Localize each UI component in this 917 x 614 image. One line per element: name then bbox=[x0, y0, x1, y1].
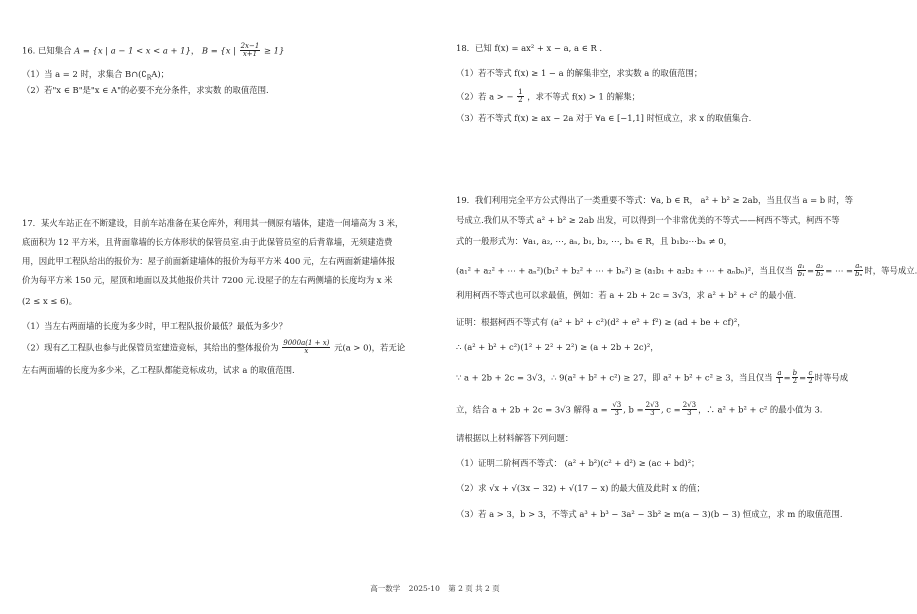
q19-line-5: 利用柯西不等式也可以求最值，例如：若 a + 2b + 2c = 3√3，求 a² + b² + c² 的最小值. bbox=[456, 290, 797, 300]
q19-line-4: (a₁² + a₂² + ⋯ + aₙ²)(b₁² + b₂² + ⋯ + bₙ²) ≥ (a₁b₁ + a₂b₂ + ⋯ + aₙbₙ)²，当且仅当 $\frac{\text{a₁}}{\text{b₁}}$ = $\frac{\text{a₂}}{\text{b₂}}$ = ⋯ = $\frac{\text{aₙ}}{\text{bₙ}}$ 时，等号成立. bbox=[456, 262, 917, 279]
q19-part3: （3）若 a > 3，b > 3，不等式 a³ + b³ − 3a² − 3b² ≥ m(a − 3)(b − 3) 恒成立，求 m 的取值范围. bbox=[456, 509, 843, 519]
q19-line-2: 号成立.我们从不等式 a² + b² ≥ 2ab 出发，可以得到一个非常优美的不等式——柯西不等式，柯西不等 bbox=[456, 215, 840, 225]
q18-part1: （1）若不等式 f(x) ≥ 1 − a 的解集非空，求实数 a 的取值范围； bbox=[456, 68, 703, 78]
q19-line-3: 式的一般形式为：∀a₁, a₂, ⋯, aₙ, b₁, b₂, ⋯, bₙ ∈ R，且 b₁b₂⋯bₙ ≠ 0， bbox=[456, 236, 732, 246]
q18-part2: （2）若 a > − $\frac{1}{2}$ ，求不等式 f(x) > 1 的解集； bbox=[456, 88, 641, 105]
q19-line-8: ∵ a + 2b + 2c = 3√3，∴ 9(a² + b² + c²) ≥ 27，即 a² + b² + c² ≥ 3，当且仅当 $\frac{a}{1}$ = $\frac{b}{2}$ = $\frac{c}{2}$ 时等号成 bbox=[456, 369, 849, 386]
q19-part2: （2）求 √x + √(3x − 32) + √(17 − x) 的最大值及此时 x 的值； bbox=[456, 483, 705, 493]
q19-line-10: 请根据以上材料解答下列问题： bbox=[456, 433, 574, 443]
q16-part2: （2）若"x ∈ B"是"x ∈ A"的必要不充分条件，求实数 的取值范围. bbox=[22, 85, 269, 95]
q19-line-6: 证明：根据柯西不等式有 (a² + b² + c²)(d² + e² + f²) ≥ (ad + be + cf)²， bbox=[456, 317, 746, 327]
footer-subject: 高一数学 bbox=[370, 584, 401, 593]
q19-line-7: ∴ (a² + b² + c²)(1² + 2² + 2²) ≥ (a + 2b + 2c)²， bbox=[456, 342, 659, 352]
q17-line-2: 底面积为 12 平方米，且背面靠墙的长方体形状的保管员室.由于此保管员室的后背靠墙，无须建造费 bbox=[22, 237, 393, 247]
q17-part2: （2）现有乙工程队也参与此保管员室建造竞标，其给出的整体报价为 $\frac{9000a(1 + x)}{x}$ 元(a > 0)，若无论 bbox=[22, 339, 406, 356]
q17-line-4: 价为每平方米 150 元，屋顶和地面以及其他报价共计 7200 元.设屋子的左右两侧墙的长度均为 x 米 bbox=[22, 275, 393, 285]
q16-fraction: $\frac{2x-1}{x+1}$ bbox=[240, 42, 260, 59]
q16-stem: 16. 已知集合 A = {x | a − 1 < x < a + 1}， B = {x | $\frac{2x-1}{x+1}$ ≥ 1} bbox=[22, 42, 285, 59]
q18-fraction: $\frac{1}{2}$ bbox=[518, 88, 523, 105]
q17-fraction: $\frac{9000a(1 + x)}{x}$ bbox=[283, 339, 330, 356]
q17-line-1: 17．某火车站正在不断建设，目前车站准备在某仓库外，利用其一侧原有墙体，建造一间墙高为 3 米， bbox=[22, 218, 404, 228]
q19-line-9: 立，结合 a + 2b + 2c = 3√3 解得 a = $\frac{√3}{3}$ , b = $\frac{2√3}{3}$ , c = $\frac{2√3}{3}$ ，∴ a² + b² + c² 的最小值为 3. bbox=[456, 401, 823, 418]
page-footer bbox=[0, 583, 870, 594]
q19-part1: （1）证明二阶柯西不等式： (a² + b²)(c² + d²) ≥ (ac + bd)²； bbox=[456, 458, 700, 468]
q17-part1: （1）当左右两面墙的长度为多少时，甲工程队报价最低？最低为多少？ bbox=[22, 321, 287, 331]
q18-stem: 18．已知 f(x) = ax² + x − a, a ∈ R . bbox=[456, 43, 603, 53]
q16-part1: （1）当 a = 2 时，求集合 $B\cap(∁_RA)$； bbox=[22, 69, 169, 82]
footer-date: 2025-10 bbox=[408, 584, 440, 593]
q17-part2-cont: 左右两面墙的长度为多少米，乙工程队都能竞标成功，试求 a 的取值范围. bbox=[22, 365, 295, 375]
q18-part3: （3）若不等式 f(x) ≥ ax − 2a 对于 ∀a ∈ [−1,1] 时恒成立，求 x 的取值集合. bbox=[456, 113, 752, 123]
q19-line-1: 19．我们利用完全平方公式得出了一类重要不等式：∀a, b ∈ R， a² + b² ≥ 2ab，当且仅当 a = b 时，等 bbox=[456, 195, 853, 205]
q17-line-5: (2 ≤ x ≤ 6)。 bbox=[22, 296, 77, 306]
q17-line-3: 用，因此甲工程队给出的报价为：屋子前面新建墙体的报价为每平方米 400 元，左右两面新建墙体报 bbox=[22, 256, 396, 266]
footer-page: 第 2 页 共 2 页 bbox=[448, 584, 500, 593]
